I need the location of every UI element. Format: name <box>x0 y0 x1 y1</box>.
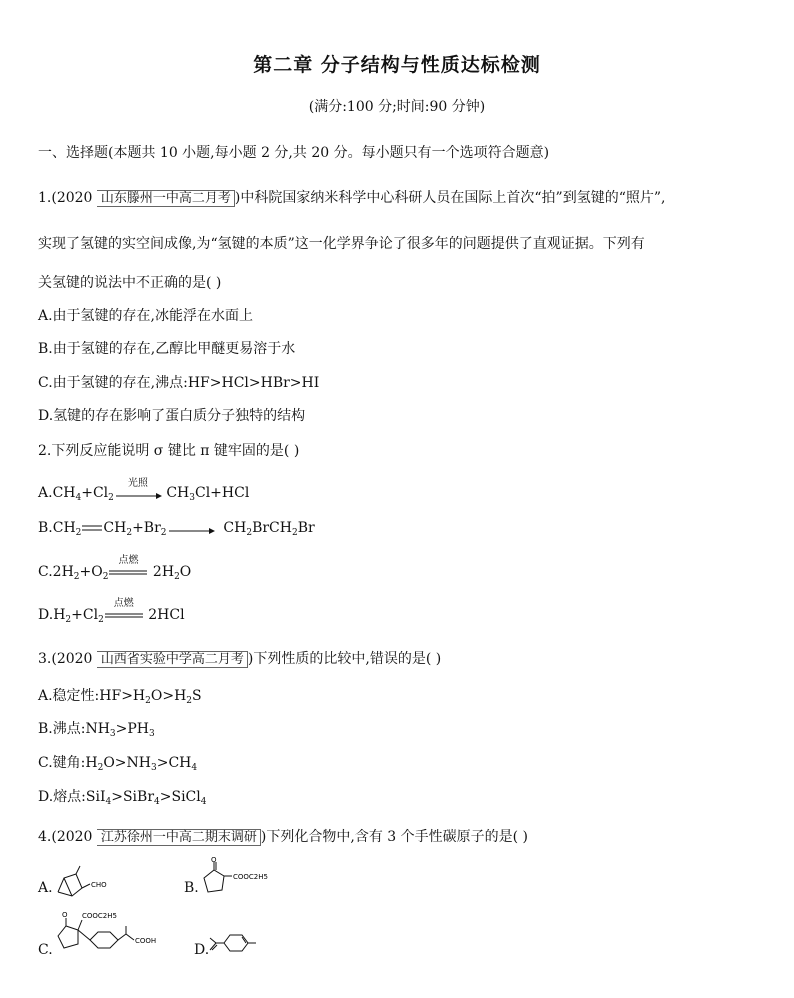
double-bond-icon <box>81 523 103 533</box>
page-title: 第二章 分子结构与性质达标检测 <box>253 54 541 76</box>
equals-sign <box>104 598 144 624</box>
q4-stem <box>38 826 528 846</box>
reaction-arrow <box>114 478 162 502</box>
q3-number: 3.(2020 <box>38 651 93 667</box>
q3-option-d: D.熔点:SiI$_4$>SiBr$_4$>SiCl$_4$ <box>38 789 207 807</box>
q3-stem-rest: )下列性质的比较中,错误的是( ) <box>247 651 442 667</box>
q4-option-a-label: A. <box>38 880 53 896</box>
equals-sign <box>108 555 148 581</box>
bicyclic-aldehyde-structure <box>52 862 122 902</box>
q1-stem-line1 <box>38 187 665 207</box>
limonene-structure <box>208 928 268 958</box>
q1-number: 1.(2020 <box>38 190 93 206</box>
condition-light: 光照 <box>127 478 148 489</box>
q4-number: 4.(2020 <box>38 829 93 845</box>
ketone-oxygen: O <box>62 911 68 919</box>
q1-option-b: B.由于氢键的存在,乙醇比甲醚更易溶于水 <box>38 341 296 357</box>
q4-stem-rest: )下列化合物中,含有 3 个手性碳原子的是( ) <box>260 829 529 845</box>
q3-option-c: C.键角$:H_2O>NH_3>CH_4$ <box>38 755 198 773</box>
complex-ester-acid-structure <box>52 906 182 964</box>
condition-ignite: 点燃 <box>118 555 139 566</box>
q2-d-prefix: D. <box>38 607 54 623</box>
q4-c-group-ester: COOC2H5 <box>82 912 117 920</box>
q1-source: 山东滕州一中高二月考 <box>97 190 235 207</box>
q3-option-a: A.稳定性$:HF>H_2O>H_2S$ <box>38 688 202 706</box>
q1-option-d: D.氢键的存在影响了蛋白质分子独特的结构 <box>38 408 306 424</box>
q2-option-a: $A.CH_4+Cl_2$ 光照 $CH_3Cl+HCl$ <box>38 484 249 503</box>
q2-c-prefix: C. <box>38 564 53 580</box>
q2-option-b: $B.CH_2$ $CH_2+Br_2$ $CH_2BrCH_2Br$ <box>38 520 315 538</box>
q1-stem-rest: )中科院国家纳米科学中心科研人员在国际上首次“拍”到氢键的“照片”, <box>234 190 666 206</box>
q4-c-group-acid: COOH <box>135 937 157 945</box>
q1-option-a: A.由于氢键的存在,冰能浮在水面上 <box>38 308 254 324</box>
section-heading: 一、选择题(本题共 10 小题,每小题 2 分,共 20 分。每小题只有一个选项符合题意) <box>38 145 550 161</box>
q1-option-c: C.由于氢键的存在,沸点:HF>HCl>HBr>HI <box>38 375 320 391</box>
q4-option-c-label: C. <box>38 942 53 958</box>
q4-a-group: CHO <box>91 881 107 889</box>
q1-stem-line3: 关氢键的说法中不正确的是( ) <box>38 275 222 291</box>
q3-source: 山西省实验中学高二月考 <box>97 651 248 668</box>
q1-stem-line2: 实现了氢键的实空间成像,为“氢键的本质”这一化学界争论了很多年的问题提供了直观证据。下列有 <box>38 236 645 252</box>
q2-option-c: $C.2H_2+O_2$ 点燃 $2H_2O$ <box>38 563 191 582</box>
q3-option-b: B.沸点$:NH_3>PH_3$ <box>38 721 155 739</box>
q2-stem: 2.下列反应能说明 σ 键比 π 键牢固的是( ) <box>38 443 300 459</box>
cyclopentanone-ester-structure <box>196 856 286 902</box>
q4-b-group: COOC2H5 <box>233 873 268 881</box>
reaction-arrow <box>167 519 215 537</box>
q3-stem <box>38 648 441 668</box>
page-subtitle: (满分:100 分;时间:90 分钟) <box>308 99 486 115</box>
q4-source: 江苏徐州一中高二期末调研 <box>97 829 261 846</box>
q4-option-d-label: D. <box>194 942 210 958</box>
condition-ignite: 点燃 <box>113 598 134 609</box>
q2-b-prefix: B. <box>38 520 53 536</box>
q2-option-d: $D.H_2+Cl_2$ 点燃 2HCl <box>38 606 185 625</box>
q4-option-b-label: B. <box>184 880 199 896</box>
q2-a-prefix: A. <box>38 485 53 501</box>
ketone-oxygen: O <box>211 856 217 864</box>
q2-d-product: 2HCl <box>148 607 185 623</box>
